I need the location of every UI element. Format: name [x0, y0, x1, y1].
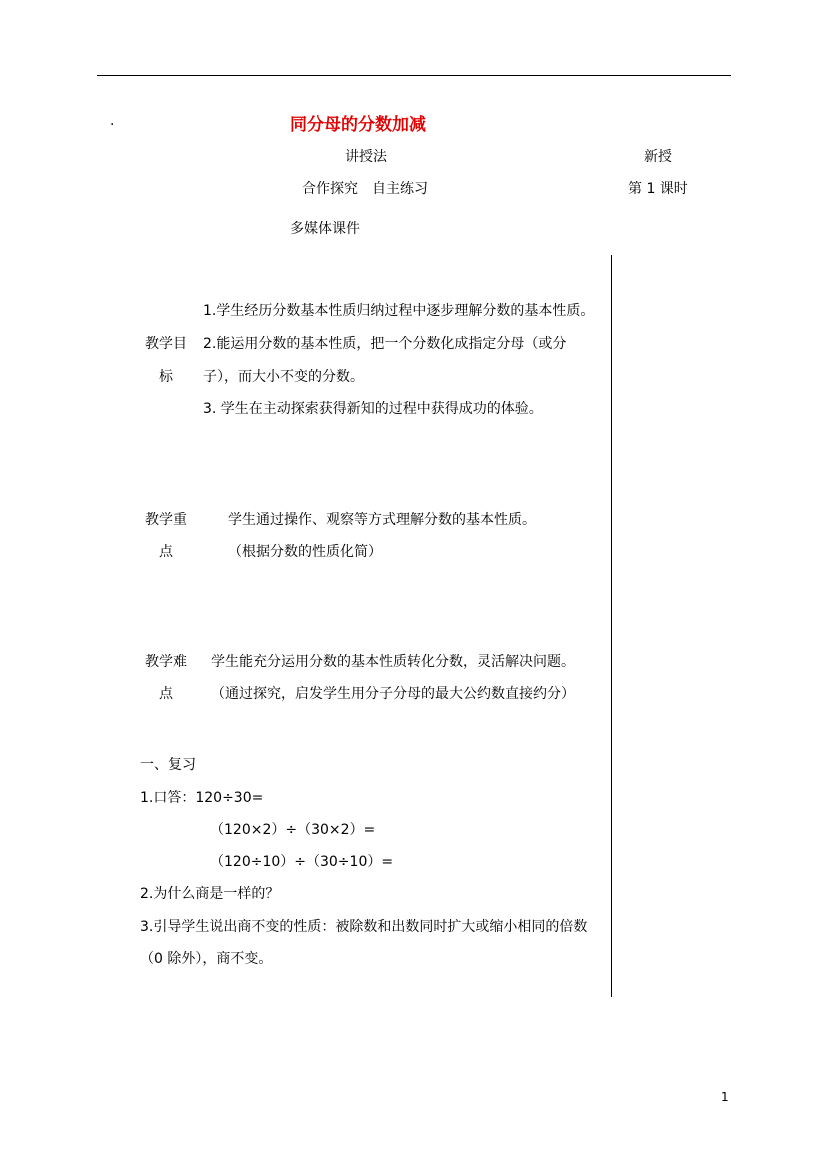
- teaching-materials: 多媒体课件: [290, 221, 360, 237]
- objective-item-1: 1.学生经历分数基本性质归纳过程中逐步理解分数的基本性质。: [203, 303, 595, 319]
- lesson-type: 新授: [644, 149, 672, 165]
- review-heading: 一、复习: [140, 757, 196, 773]
- objective-item-2-line1: 2.能运用分数的基本性质，把一个分数化成指定分母（或分: [203, 336, 567, 352]
- difficulties-line1: 学生能充分运用分数的基本性质转化分数，灵活解决问题。: [211, 654, 575, 670]
- review-question-3-line2: （0 除外），商不变。: [140, 951, 273, 967]
- page-number: 1: [721, 1090, 729, 1104]
- key-points-line1: 学生通过操作、观察等方式理解分数的基本性质。: [228, 512, 536, 528]
- review-question-1-b: （120÷10）÷（30÷10）=: [210, 854, 394, 870]
- table-column-rule: [611, 255, 612, 997]
- page-title: 同分母的分数加减: [290, 115, 426, 135]
- key-points-line2: （根据分数的性质化简）: [228, 544, 382, 560]
- review-question-1: 1.口答：120÷30=: [140, 790, 264, 806]
- difficulties-line2: （通过探究，启发学生用分子分母的最大公约数直接约分）: [211, 686, 575, 702]
- review-question-1-a: （120×2）÷（30×2）=: [210, 822, 376, 838]
- key-points-label-line1: 教学重: [145, 512, 187, 528]
- objectives-label-line2: 标: [159, 369, 173, 385]
- teaching-method: 讲授法: [345, 149, 387, 165]
- review-question-3-line1: 3.引导学生说出商不变的性质：被除数和出数同时扩大或缩小相同的倍数: [140, 919, 588, 935]
- key-points-label-line2: 点: [159, 544, 173, 560]
- difficulties-label-line1: 教学难: [145, 654, 187, 670]
- lesson-period: 第 1 课时: [628, 181, 688, 197]
- review-question-2: 2.为什么商是一样的？: [140, 886, 280, 902]
- bullet-mark: ·: [110, 117, 115, 133]
- objective-item-2-line2: 子），而大小不变的分数。: [203, 369, 364, 385]
- header-rule: [97, 75, 731, 76]
- objective-item-3: 3. 学生在主动探索获得新知的过程中获得成功的体验。: [203, 401, 543, 417]
- difficulties-label-line2: 点: [159, 686, 173, 702]
- objectives-label-line1: 教学目: [145, 336, 187, 352]
- teaching-approach: 合作探究 自主练习: [302, 181, 428, 197]
